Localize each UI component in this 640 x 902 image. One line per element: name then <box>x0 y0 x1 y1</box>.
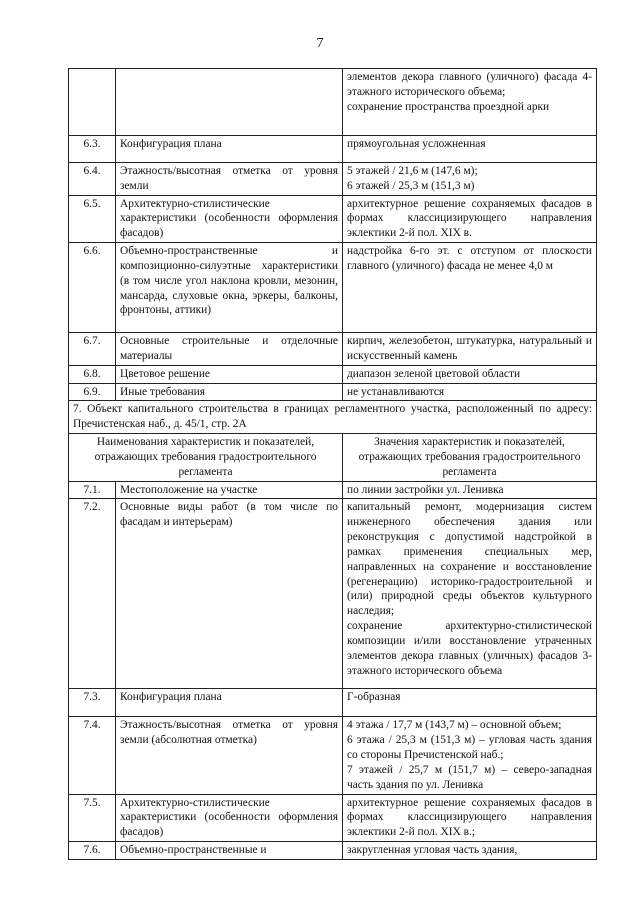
row-value: кирпич, железобетон, штукатурка, натуральный и искусственный камень <box>343 333 597 366</box>
table-row <box>69 689 597 717</box>
row-label: Этажность/высотная отметка от уровня земли <box>116 163 343 196</box>
row-label: Основные строительные и отделочные материалы <box>116 333 343 366</box>
table-row <box>69 69 597 136</box>
row-number: 7.2. <box>69 499 116 689</box>
row-number: 7.6. <box>69 842 116 860</box>
table-row <box>69 163 597 196</box>
row-label: Объемно-пространственные и <box>116 842 343 860</box>
row-label: Основные виды работ (в том числе по фасадам и интерьерам) <box>116 499 343 689</box>
value-line: 4 этажа / 17,7 м (143,7 м) – основной объем; <box>347 719 562 732</box>
table-row <box>69 383 597 401</box>
row-value: архитектурное решение сохраняемых фасадов в формах классицизирующего направления эклектики 2-й пол. XIX в. <box>343 195 597 242</box>
row-label: Цветовое решение <box>116 365 343 383</box>
table-row <box>69 842 597 860</box>
row-value: архитектурное решение сохраняемых фасадов в формах классицизирующего направления эклектики 2-й пол. XIX в.; <box>343 794 597 841</box>
table-row <box>69 717 597 794</box>
row-number: 6.6. <box>69 243 116 333</box>
value-line: сохранение пространства проездной арки <box>347 100 550 113</box>
column-header-left: Наименования характеристик и показателей, отражающих требования градостроительного регламента <box>69 434 343 481</box>
row-number: 6.4. <box>69 163 116 196</box>
value-line: элементов декора главного (уличного) фасада 4-этажного исторического объема; <box>347 71 592 98</box>
value-line: 6 этажа / 25,3 м (151,3 м) – угловая часть здания со стороны Пречистенской наб.; <box>347 734 592 762</box>
page-number: 7 <box>316 36 324 51</box>
value-line: капитальный ремонт, модернизация систем инженерного обеспечения здания или реконструкция с допустимой надстройкой в рамках применения специальных мер, направленных на сохранение и восстановление (регенерацию) историко-градостроительной и (или) природной среды объектов культурного наследия; <box>347 501 592 618</box>
row-value: по линии застройки ул. Ленивка <box>343 481 597 499</box>
value-line: сохранение архитектурно-стилистической композиции и/или восстановление утраченных элементов декора главных (уличных) фасадов 3-этажного исторического объема <box>347 620 592 677</box>
value-line: 6 этажей / 25,3 м (151,3 м) <box>347 179 475 192</box>
table-row <box>69 499 597 689</box>
row-number: 7.4. <box>69 717 116 794</box>
column-header-right: Значения характеристик и показателей, отражающих требования градостроительного регламента <box>343 434 597 481</box>
row-number: 6.9. <box>69 383 116 401</box>
row-value <box>343 163 597 196</box>
row-value <box>343 717 597 794</box>
row-value: надстройка 6-го эт. с отступом от плоскости главного (уличного) фасада не менее 4,0 м <box>343 243 597 333</box>
row-label: Местоположение на участке <box>116 481 343 499</box>
row-value: не устанавливаются <box>343 383 597 401</box>
row-number: 7.5. <box>69 794 116 841</box>
row-number: 6.8. <box>69 365 116 383</box>
row-label: Архитектурно-стилистические характеристики (особенности оформления фасадов) <box>116 794 343 841</box>
row-label: Конфигурация плана <box>116 689 343 717</box>
section-heading: 7. Объект капитального строительства в границах регламентного участка, расположенный по адресу: Пречистенская наб., д. 45/1, стр. 2А <box>69 401 597 434</box>
value-line: 5 этажей / 21,6 м (147,6 м); <box>347 165 478 177</box>
table-row <box>69 481 597 499</box>
row-value: закругленная угловая часть здания, <box>343 842 597 860</box>
row-label: Объемно-пространственные и композиционно-силуэтные характеристики (в том числе угол наклона кровли, мезонин, мансарда, слуховые окна, эркеры, балконы, фронтоны, аттики) <box>116 243 343 333</box>
value-line: 7 этажей / 25,7 м (151,7 м) – северо-западная часть здания по ул. Ленивка <box>347 763 592 791</box>
section-heading-row <box>69 401 597 434</box>
row-label: Конфигурация плана <box>116 136 343 163</box>
table-row <box>69 243 597 333</box>
row-label: Иные требования <box>116 383 343 401</box>
table-row <box>69 136 597 163</box>
regulation-table <box>68 68 597 860</box>
label-cell <box>116 69 343 136</box>
num-cell <box>69 69 116 136</box>
row-value <box>343 499 597 689</box>
value-cell <box>343 69 597 136</box>
row-value: диапазон зеленой цветовой области <box>343 365 597 383</box>
table-row <box>69 794 597 841</box>
row-number: 6.5. <box>69 195 116 242</box>
row-number: 6.7. <box>69 333 116 366</box>
column-header-row <box>69 434 597 481</box>
row-number: 7.3. <box>69 689 116 717</box>
row-value: прямоугольная усложненная <box>343 136 597 163</box>
row-value: Г-образная <box>343 689 597 717</box>
table-row <box>69 333 597 366</box>
table-row <box>69 195 597 242</box>
row-number: 7.1. <box>69 481 116 499</box>
row-label: Этажность/высотная отметка от уровня земли (абсолютная отметка) <box>116 717 343 794</box>
row-number: 6.3. <box>69 136 116 163</box>
row-label: Архитектурно-стилистические характеристики (особенности оформления фасадов) <box>116 195 343 242</box>
table-row <box>69 365 597 383</box>
